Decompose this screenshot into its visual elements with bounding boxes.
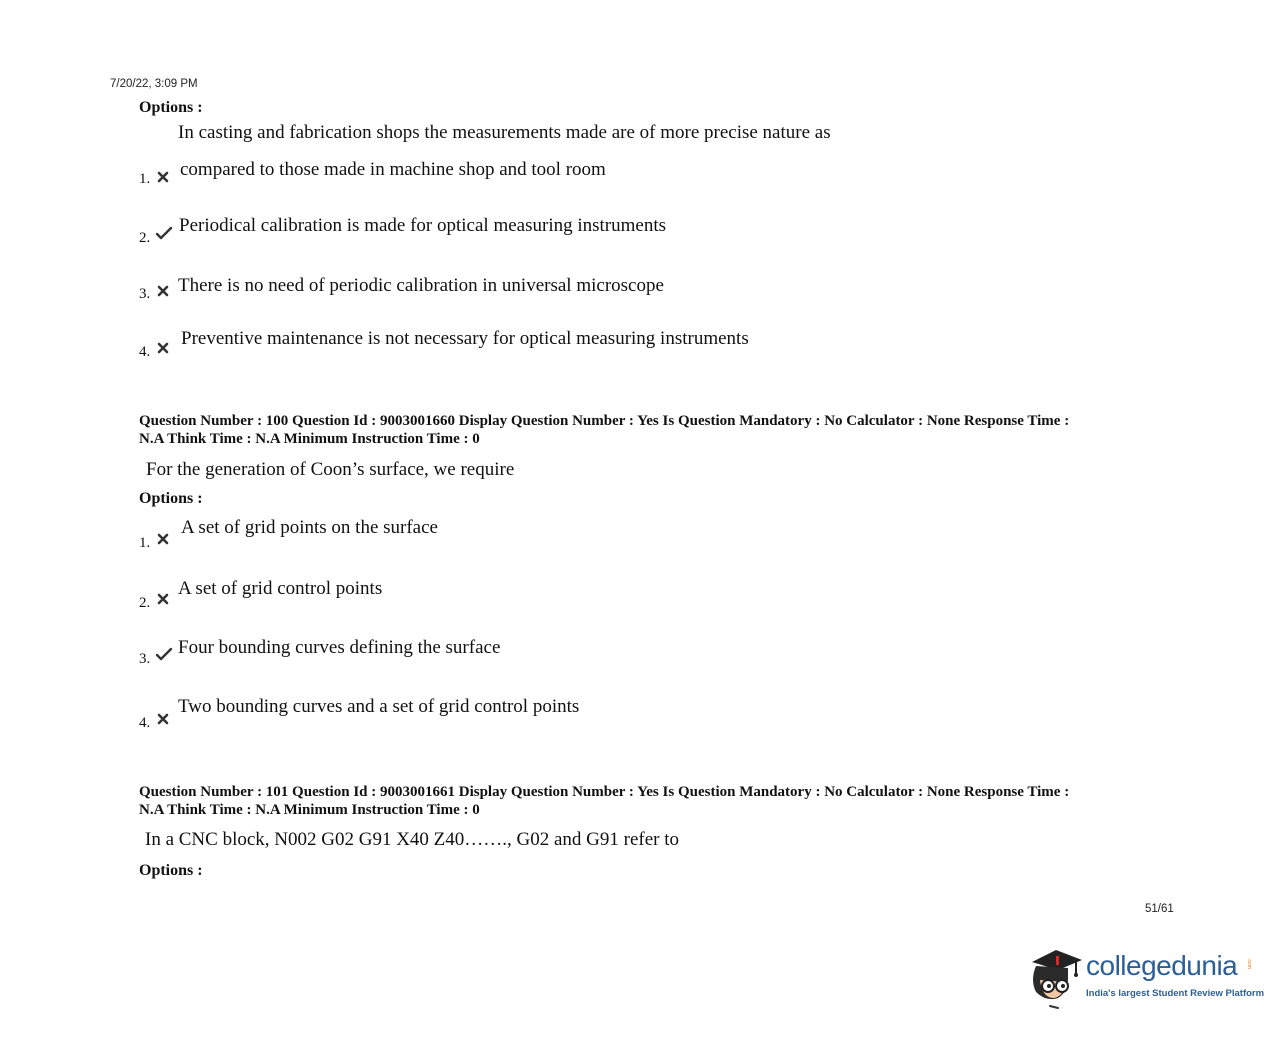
question-meta: Question Number : 101 Question Id : 9003001661 Display Question Number : Yes Is Question Mandatory : No Calculator : None Response Time : <box>139 784 1070 800</box>
options-label: Options : <box>139 490 203 507</box>
option-text: There is no need of periodic calibration in universal microscope <box>178 275 664 296</box>
print-timestamp: 7/20/22, 3:09 PM <box>110 78 198 90</box>
question-meta: N.A Think Time : N.A Minimum Instruction Time : 0 <box>139 802 480 818</box>
logo-wordmark: collegedunia <box>1086 950 1238 981</box>
cross-icon <box>156 341 170 355</box>
cross-icon <box>156 170 170 184</box>
question-meta: N.A Think Time : N.A Minimum Instruction Time : 0 <box>139 431 480 447</box>
collegedunia-logo <box>1022 940 1265 1010</box>
option-number: 2. <box>139 595 151 611</box>
logo-com-suffix: .com <box>1246 958 1252 969</box>
option-text: Periodical calibration is made for optical measuring instruments <box>179 215 667 236</box>
check-icon <box>155 647 169 661</box>
option-text: A set of grid control points <box>178 578 383 599</box>
check-icon <box>155 226 169 240</box>
question-text: For the generation of Coon’s surface, we require <box>146 459 515 480</box>
option-text: Preventive maintenance is not necessary for optical measuring instruments <box>181 328 749 349</box>
option-text: Two bounding curves and a set of grid control points <box>178 696 580 717</box>
option-text: In casting and fabrication shops the measurements made are of more precise nature as <box>178 122 831 143</box>
option-text: A set of grid points on the surface <box>181 517 438 538</box>
page-number: 51/61 <box>1145 903 1174 915</box>
option-number: 2. <box>139 230 151 246</box>
option-number: 1. <box>139 535 151 551</box>
cross-icon <box>156 284 170 298</box>
cross-icon <box>156 592 170 606</box>
options-label: Options : <box>139 99 203 116</box>
option-text: Four bounding curves defining the surface <box>178 637 501 658</box>
option-number: 3. <box>139 286 151 302</box>
question-meta: Question Number : 100 Question Id : 9003001660 Display Question Number : Yes Is Question Mandatory : No Calculator : None Response Time : <box>139 413 1070 429</box>
options-label: Options : <box>139 862 203 879</box>
option-number: 4. <box>139 715 151 731</box>
question-text: In a CNC block, N002 G02 G91 X40 Z40……., G02 and G91 refer to <box>145 829 680 850</box>
option-number: 4. <box>139 344 151 360</box>
student-mascot-icon <box>1022 940 1084 1010</box>
cross-icon <box>156 532 170 546</box>
cross-icon <box>156 712 170 726</box>
option-text: compared to those made in machine shop and tool room <box>180 159 606 180</box>
option-number: 3. <box>139 651 151 667</box>
option-number: 1. <box>139 171 151 187</box>
logo-tagline: India's largest Student Review Platform <box>1086 988 1265 999</box>
